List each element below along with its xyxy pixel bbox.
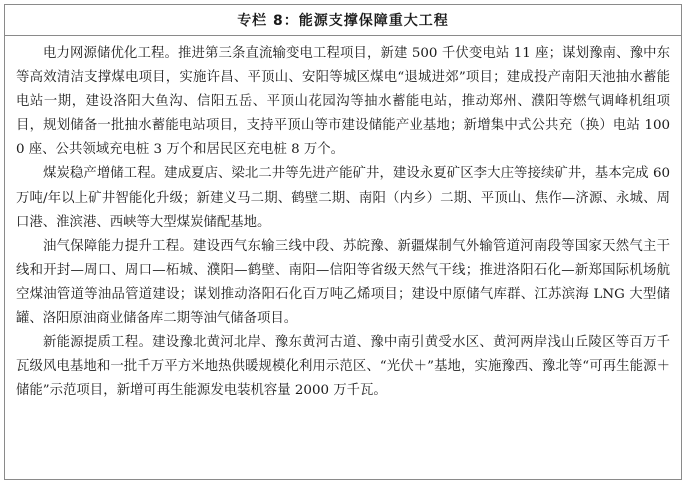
paragraph-coal: 煤炭稳产增储工程。建成夏店、梁北二井等先进产能矿井，建设永夏矿区李大庄等接续矿井，基本完成 60 万吨/年以上矿井智能化升级；新建义马二期、鹤壁二期、南阳（内乡）二期、平顶山、焦作—济源、永城、周口港、淮滨港、西峡等大型煤炭储配基地。 [16,166,670,230]
box-title: 专栏 8：能源支撑保障重大工程 [5,5,681,36]
box-content [5,36,681,403]
paragraph-new-energy: 新能源提质工程。建设豫北黄河北岸、豫东黄河古道、豫中南引黄受水区、黄河两岸浅山丘陵区等百万千瓦级风电基地和一批千万平方米地热供暖规模化利用示范区、“光伏＋”基地，实施豫西、豫北等“可再生能源＋储能”示范项目，新增可再生能源发电装机容量 2000 万千瓦。 [16,335,670,399]
feature-box [4,4,682,480]
paragraph-oil-gas: 油气保障能力提升工程。建设西气东输三线中段、苏皖豫、新疆煤制气外输管道河南段等国家天然气主干线和开封—周口、周口—柘城、濮阳—鹤壁、南阳—信阳等省级天然气干线；推进洛阳石化—新郑国际机场航空煤油管道等油品管道建设；谋划推动洛阳石化百万吨乙烯项目；建设中原储气库群、江苏滨海 LNG 大型储罐、洛阳原油商业储备库二期等油气储备项目。 [16,238,670,327]
paragraph-power-grid: 电力网源储优化工程。推进第三条直流输变电工程项目，新建 500 千伏变电站 11 座；谋划豫南、豫中东等高效清洁支撑煤电项目，实施许昌、平顶山、安阳等城区煤电“退城进郊”项目；建成投产南阳天池抽水蓄能电站一期，建设洛阳大鱼沟、信阳五岳、平顶山花园沟等抽水蓄能电站，推动郑州、濮阳等燃气调峰机组项目，规划储备一批抽水蓄能电站项目，支持平顶山等市建设储能产业基地；新增集中式公共充（换）电站 1000 座、公共领域充电桩 3 万个和居民区充电桩 8 万个。 [16,46,670,158]
